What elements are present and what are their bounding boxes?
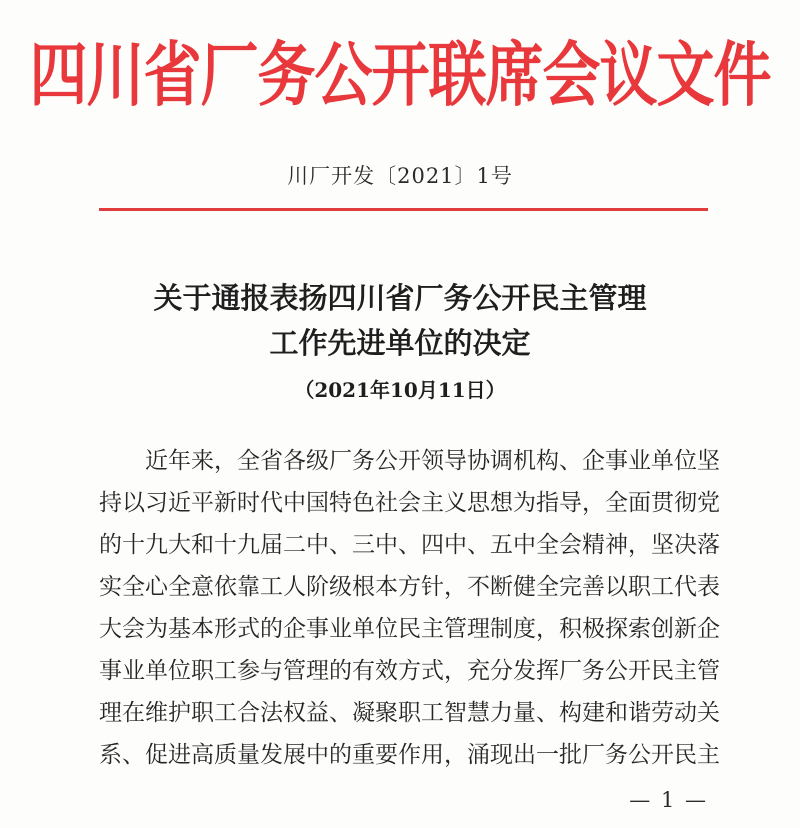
document-number: 川厂开发〔2021〕1号	[287, 164, 513, 188]
title-line-2: 工作先进单位的决定	[269, 326, 531, 360]
document-date: （2021年10月11日）	[294, 378, 506, 402]
page-number: — 1 —	[629, 788, 708, 812]
body-line-8: 系、促进高质量发展中的重要作用，涌现出一批厂务公开民主	[99, 742, 720, 768]
body-line-4: 实全心全意依靠工人阶级根本方针，不断健全完善以职工代表	[99, 574, 720, 600]
title-line-1: 关于通报表扬四川省厂务公开民主管理	[153, 281, 647, 315]
document-title	[0, 276, 800, 366]
body-line-7: 理在维护职工合法权益、凝聚职工智慧力量、构建和谐劳动关	[99, 700, 720, 726]
red-separator-rule	[99, 208, 708, 211]
body-paragraph	[99, 440, 720, 776]
body-line-2: 持以习近平新时代中国特色社会主义思想为指导，全面贯彻党	[99, 490, 720, 516]
masthead-title: 四川省厂务公开联席会议文件	[29, 34, 771, 116]
body-line-5: 大会为基本形式的企事业单位民主管理制度，积极探索创新企	[99, 616, 720, 642]
body-line-1: 近年来，全省各级厂务公开领导协调机构、企事业单位坚	[99, 448, 720, 474]
body-line-3: 的十九大和十九届二中、三中、四中、五中全会精神，坚决落	[99, 532, 720, 558]
body-line-6: 事业单位职工参与管理的有效方式，充分发挥厂务公开民主管	[99, 658, 720, 684]
